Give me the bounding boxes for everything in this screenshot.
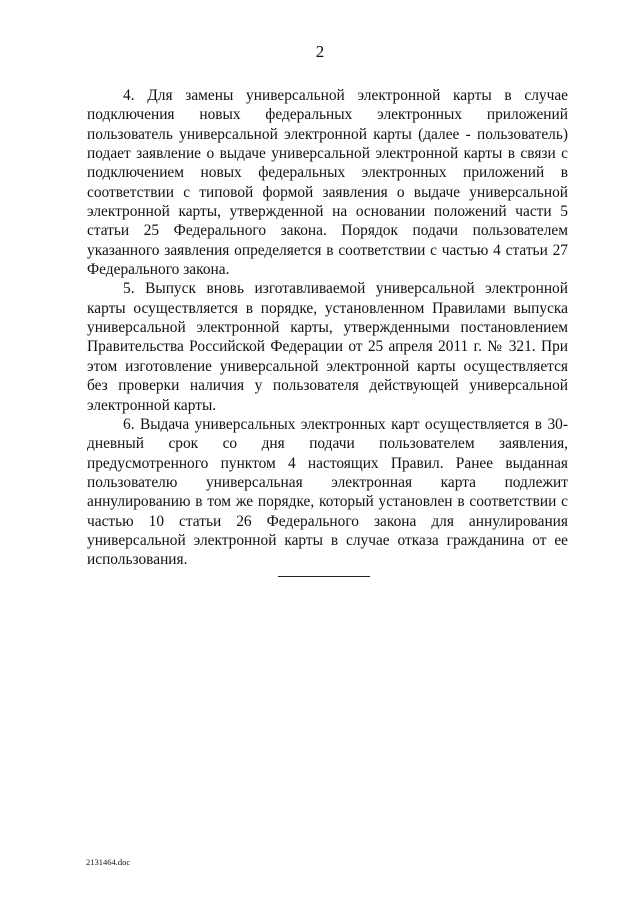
paragraph-6: 6. Выдача универсальных электронных карт осуществляется в 30-дневный срок со дня подачи пользователем заявления, предусмотренного пунктом 4 настоящих Правил. Ранее выданная пользователю универсальная электронная карта подлежит аннулированию в том же порядке, который установлен в соответствии с частью 10 статьи 26 Федерального закона для аннулирования универсальной электронной карты в случае отказа гражданина от ее использования. (87, 415, 568, 569)
paragraph-4: 4. Для замены универсальной электронной карты в случае подключения новых федеральных электронных приложений пользователь универсальной электронной карты (далее - пользователь) подает заявление о выдаче универсальной электронной карты в связи с подключением новых федеральных электронных приложений в соответствии с типовой формой заявления о выдаче универсальной электронной карты, утвержденной на основании положений части 5 статьи 25 Федерального закона. Порядок подачи пользователем указанного заявления определяется в соответствии с частью 4 статьи 27 Федерального закона. (87, 87, 568, 279)
page-number: 2 (315, 42, 325, 61)
end-divider-line (278, 576, 370, 577)
footer-filename: 2131464.doc (86, 857, 131, 867)
paragraph-5: 5. Выпуск вновь изготавливаемой универсальной электронной карты осуществляется в порядке, установленном Правилами выпуска универсальной электронной карты, утвержденными постановлением Правительства Российской Федерации от 25 апреля 2011 г. № 321. При этом изготовление универсальной электронной карты осуществляется без проверки наличия у пользователя действующей универсальной электронной карты. (87, 280, 568, 414)
body-text (87, 86, 568, 570)
